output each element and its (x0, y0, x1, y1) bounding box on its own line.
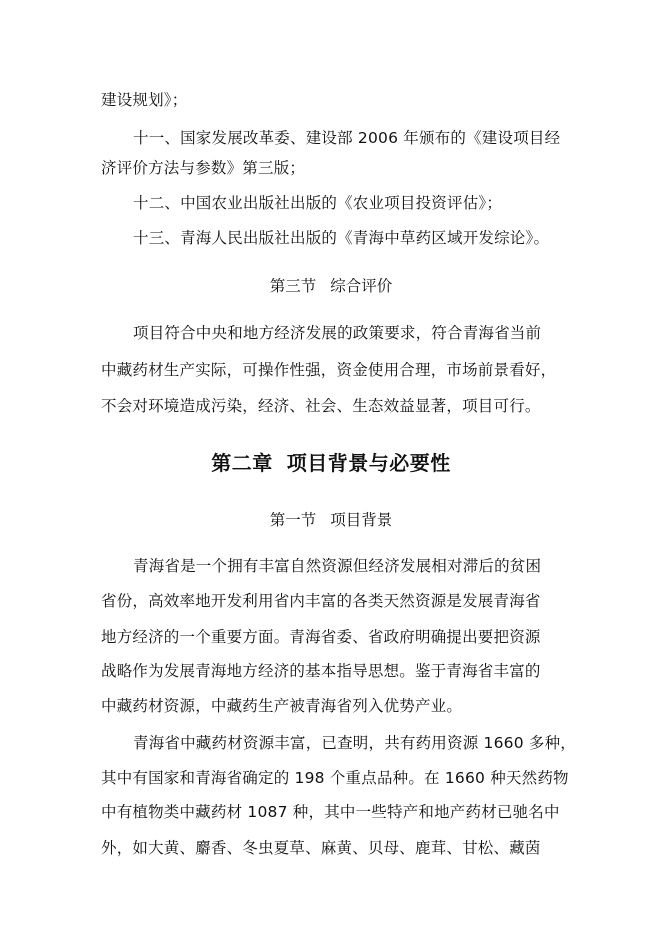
reference-item-11: 十一、国家发展改革委、建设部 2006 年颁布的《建设项目经 (133, 129, 561, 147)
section-3-para-line-3: 不会对环境造成污染，经济、社会、生态效益显著，项目可行。 (101, 397, 541, 415)
section-1-heading (0, 510, 662, 530)
section-3-para-line-2: 中藏药材生产实际，可操作性强，资金使用合理，市场前景看好， (101, 361, 557, 379)
para-2-line-3: 中有植物类中藏药材 1087 种，其中一些特产和地产药材已驰名中 (101, 803, 560, 821)
chapter-2-heading (0, 450, 662, 476)
para-2-line-1: 青海省中藏药材资源丰富，已查明，共有药用资源 1660 多种， (133, 734, 577, 752)
reference-item-13: 十三、青海人民出版社出版的《青海中草药区域开发综论》。 (133, 229, 550, 247)
section-3-para-line-1: 项目符合中央和地方经济发展的政策要求，符合青海省当前 (133, 324, 542, 342)
section-3-number: 第三节 (269, 277, 317, 295)
para-1-line-2: 省份，高效率地开发利用省内丰富的各类天然资源是发展青海省 (101, 592, 541, 610)
intro-tail-line: 建设规划》； (101, 91, 188, 109)
para-1-line-3: 地方经济的一个重要方面。青海省委、省政府明确提出要把资源 (101, 628, 541, 646)
para-2-line-4: 外，如大黄、麝香、冬虫夏草、麻黄、贝母、鹿茸、甘松、藏茵 (101, 839, 541, 857)
para-2-line-2: 其中有国家和青海省确定的 198 个重点品种。在 1660 种天然药物 (101, 769, 569, 787)
para-1-line-1: 青海省是一个拥有丰富自然资源但经济发展相对滞后的贫困 (133, 557, 542, 575)
chapter-2-number: 第二章 (211, 451, 273, 475)
reference-item-12: 十二、中国农业出版社出版的《农业项目投资评估》； (133, 194, 503, 212)
reference-item-11-continued: 济评价方法与参数》第三版； (101, 159, 306, 177)
section-3-title: 综合评价 (330, 277, 393, 295)
section-1-title: 项目背景 (330, 511, 393, 529)
para-1-line-4: 战略作为发展青海地方经济的基本指导思想。鉴于青海省丰富的 (101, 662, 541, 680)
section-3-heading (0, 276, 662, 296)
section-1-number: 第一节 (269, 511, 317, 529)
chapter-2-title: 项目背景与必要性 (286, 451, 451, 475)
para-1-line-5: 中藏药材资源，中藏药生产被青海省列入优势产业。 (101, 697, 463, 715)
